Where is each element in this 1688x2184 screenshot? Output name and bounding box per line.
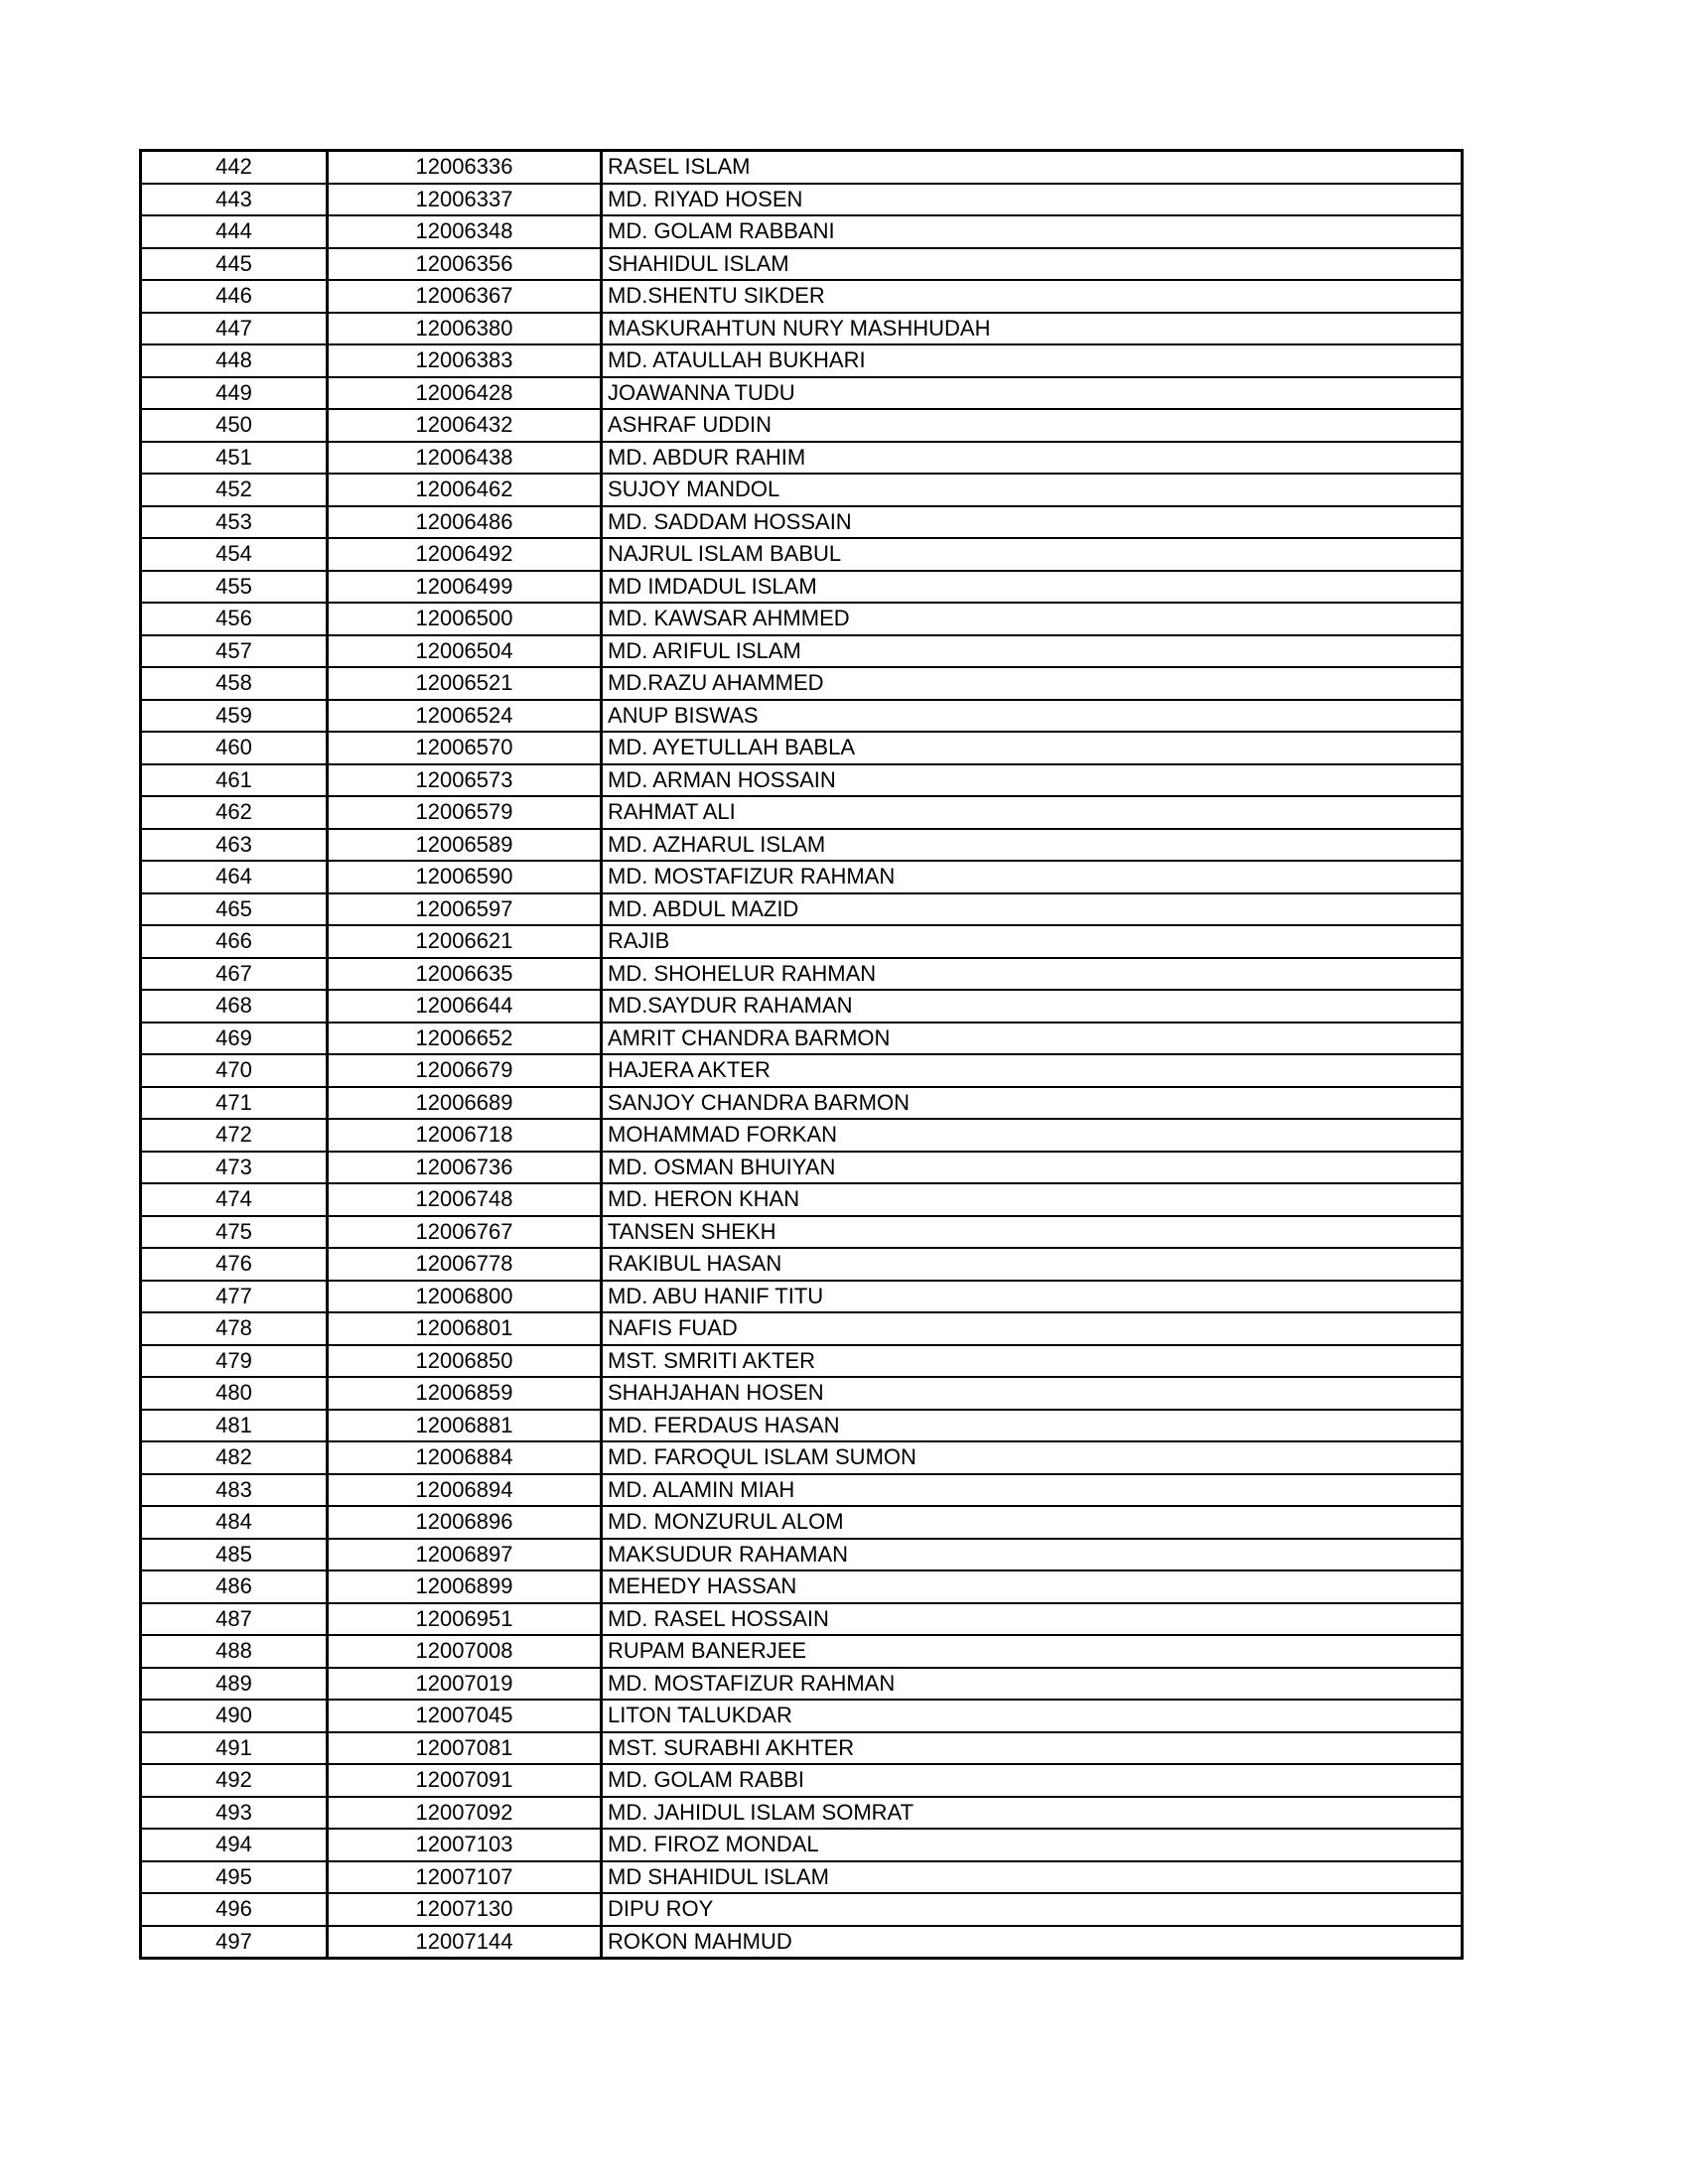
id-cell: 12006894 (328, 1474, 602, 1507)
table-row (141, 796, 1463, 829)
name-cell: MASKURAHTUN NURY MASHHUDAH (602, 313, 1463, 345)
serial-cell: 442 (141, 151, 328, 184)
id-cell: 12007008 (328, 1635, 602, 1668)
table-row (141, 700, 1463, 733)
table-row (141, 1668, 1463, 1701)
serial-cell: 468 (141, 990, 328, 1023)
id-cell: 12006881 (328, 1410, 602, 1442)
serial-cell: 450 (141, 409, 328, 442)
table-row (141, 1603, 1463, 1636)
serial-cell: 460 (141, 732, 328, 764)
id-cell: 12006524 (328, 700, 602, 733)
serial-cell: 492 (141, 1764, 328, 1797)
id-cell: 12006896 (328, 1506, 602, 1539)
serial-cell: 448 (141, 344, 328, 377)
table-row (141, 1410, 1463, 1442)
table-row (141, 603, 1463, 635)
id-cell: 12006383 (328, 344, 602, 377)
table-row (141, 1732, 1463, 1765)
serial-cell: 491 (141, 1732, 328, 1765)
serial-cell: 497 (141, 1926, 328, 1959)
serial-cell: 466 (141, 925, 328, 958)
table-row (141, 377, 1463, 410)
table-row (141, 1926, 1463, 1959)
serial-cell: 445 (141, 248, 328, 281)
id-cell: 12007045 (328, 1700, 602, 1732)
roster-body (141, 151, 1463, 1959)
name-cell: MD. ALAMIN MIAH (602, 1474, 1463, 1507)
serial-cell: 475 (141, 1216, 328, 1249)
name-cell: MD. RIYAD HOSEN (602, 184, 1463, 216)
table-row (141, 764, 1463, 797)
serial-cell: 457 (141, 635, 328, 668)
id-cell: 12006486 (328, 506, 602, 539)
id-cell: 12006367 (328, 280, 602, 313)
id-cell: 12006579 (328, 796, 602, 829)
id-cell: 12006356 (328, 248, 602, 281)
serial-cell: 453 (141, 506, 328, 539)
name-cell: MD. RASEL HOSSAIN (602, 1603, 1463, 1636)
id-cell: 12006597 (328, 893, 602, 926)
serial-cell: 479 (141, 1345, 328, 1378)
serial-cell: 480 (141, 1377, 328, 1410)
id-cell: 12006801 (328, 1312, 602, 1345)
id-cell: 12006570 (328, 732, 602, 764)
serial-cell: 461 (141, 764, 328, 797)
id-cell: 12006621 (328, 925, 602, 958)
serial-cell: 490 (141, 1700, 328, 1732)
id-cell: 12007130 (328, 1893, 602, 1926)
id-cell: 12006884 (328, 1441, 602, 1474)
name-cell: MD. FAROQUL ISLAM SUMON (602, 1441, 1463, 1474)
serial-cell: 496 (141, 1893, 328, 1926)
name-cell: MD. KAWSAR AHMMED (602, 603, 1463, 635)
serial-cell: 474 (141, 1183, 328, 1216)
serial-cell: 464 (141, 861, 328, 893)
serial-cell: 495 (141, 1861, 328, 1894)
name-cell: RASEL ISLAM (602, 151, 1463, 184)
id-cell: 12006462 (328, 474, 602, 506)
name-cell: MD. SADDAM HOSSAIN (602, 506, 1463, 539)
table-row (141, 1539, 1463, 1571)
table-row (141, 1023, 1463, 1055)
id-cell: 12006428 (328, 377, 602, 410)
id-cell: 12006573 (328, 764, 602, 797)
name-cell: MD. AYETULLAH BABLA (602, 732, 1463, 764)
table-row (141, 958, 1463, 991)
serial-cell: 451 (141, 442, 328, 475)
id-cell: 12007092 (328, 1797, 602, 1830)
serial-cell: 493 (141, 1797, 328, 1830)
serial-cell: 459 (141, 700, 328, 733)
table-row (141, 1700, 1463, 1732)
table-row (141, 1829, 1463, 1861)
serial-cell: 473 (141, 1152, 328, 1184)
id-cell: 12006492 (328, 538, 602, 571)
name-cell: MD. MOSTAFIZUR RAHMAN (602, 1668, 1463, 1701)
serial-cell: 449 (141, 377, 328, 410)
serial-cell: 469 (141, 1023, 328, 1055)
id-cell: 12006899 (328, 1570, 602, 1603)
name-cell: MD. MONZURUL ALOM (602, 1506, 1463, 1539)
id-cell: 12007091 (328, 1764, 602, 1797)
table-row (141, 474, 1463, 506)
name-cell: ASHRAF UDDIN (602, 409, 1463, 442)
table-row (141, 1797, 1463, 1830)
name-cell: MD SHAHIDUL ISLAM (602, 1861, 1463, 1894)
name-cell: MOHAMMAD FORKAN (602, 1119, 1463, 1152)
id-cell: 12006348 (328, 215, 602, 248)
table-row (141, 1119, 1463, 1152)
serial-cell: 462 (141, 796, 328, 829)
serial-cell: 455 (141, 571, 328, 604)
serial-cell: 488 (141, 1635, 328, 1668)
serial-cell: 452 (141, 474, 328, 506)
table-row (141, 442, 1463, 475)
id-cell: 12007103 (328, 1829, 602, 1861)
table-row (141, 506, 1463, 539)
table-row (141, 1216, 1463, 1249)
id-cell: 12006850 (328, 1345, 602, 1378)
serial-cell: 482 (141, 1441, 328, 1474)
name-cell: MD. GOLAM RABBANI (602, 215, 1463, 248)
name-cell: MST. SURABHI AKHTER (602, 1732, 1463, 1765)
id-cell: 12006679 (328, 1054, 602, 1087)
id-cell: 12007107 (328, 1861, 602, 1894)
name-cell: MEHEDY HASSAN (602, 1570, 1463, 1603)
name-cell: AMRIT CHANDRA BARMON (602, 1023, 1463, 1055)
name-cell: MD. ABDUR RAHIM (602, 442, 1463, 475)
id-cell: 12006736 (328, 1152, 602, 1184)
serial-cell: 489 (141, 1668, 328, 1701)
name-cell: RAHMAT ALI (602, 796, 1463, 829)
id-cell: 12006336 (328, 151, 602, 184)
table-row (141, 151, 1463, 184)
id-cell: 12006521 (328, 667, 602, 700)
table-row (141, 925, 1463, 958)
name-cell: MD.SAYDUR RAHAMAN (602, 990, 1463, 1023)
name-cell: TANSEN SHEKH (602, 1216, 1463, 1249)
table-row (141, 1152, 1463, 1184)
serial-cell: 456 (141, 603, 328, 635)
serial-cell: 465 (141, 893, 328, 926)
serial-cell: 446 (141, 280, 328, 313)
name-cell: MST. SMRITI AKTER (602, 1345, 1463, 1378)
id-cell: 12006800 (328, 1281, 602, 1313)
table-row (141, 1506, 1463, 1539)
table-row (141, 571, 1463, 604)
name-cell: MD IMDADUL ISLAM (602, 571, 1463, 604)
name-cell: MD. GOLAM RABBI (602, 1764, 1463, 1797)
table-row (141, 538, 1463, 571)
table-row (141, 313, 1463, 345)
name-cell: MD.RAZU AHAMMED (602, 667, 1463, 700)
name-cell: MD. OSMAN BHUIYAN (602, 1152, 1463, 1184)
id-cell: 12006652 (328, 1023, 602, 1055)
table-row (141, 1248, 1463, 1281)
table-row (141, 1183, 1463, 1216)
table-row (141, 1312, 1463, 1345)
name-cell: MD. ABU HANIF TITU (602, 1281, 1463, 1313)
serial-cell: 471 (141, 1087, 328, 1120)
id-cell: 12006635 (328, 958, 602, 991)
serial-cell: 447 (141, 313, 328, 345)
name-cell: MD. AZHARUL ISLAM (602, 829, 1463, 862)
serial-cell: 477 (141, 1281, 328, 1313)
table-row (141, 667, 1463, 700)
table-row (141, 1377, 1463, 1410)
name-cell: ANUP BISWAS (602, 700, 1463, 733)
name-cell: HAJERA AKTER (602, 1054, 1463, 1087)
serial-cell: 472 (141, 1119, 328, 1152)
table-row (141, 280, 1463, 313)
table-row (141, 1764, 1463, 1797)
serial-cell: 454 (141, 538, 328, 571)
serial-cell: 481 (141, 1410, 328, 1442)
name-cell: LITON TALUKDAR (602, 1700, 1463, 1732)
table-row (141, 409, 1463, 442)
name-cell: SUJOY MANDOL (602, 474, 1463, 506)
id-cell: 12006500 (328, 603, 602, 635)
table-row (141, 1087, 1463, 1120)
id-cell: 12006644 (328, 990, 602, 1023)
id-cell: 12007019 (328, 1668, 602, 1701)
id-cell: 12007144 (328, 1926, 602, 1959)
table-row (141, 1054, 1463, 1087)
name-cell: SANJOY CHANDRA BARMON (602, 1087, 1463, 1120)
serial-cell: 484 (141, 1506, 328, 1539)
id-cell: 12006897 (328, 1539, 602, 1571)
name-cell: SHAHIDUL ISLAM (602, 248, 1463, 281)
name-cell: MD. HERON KHAN (602, 1183, 1463, 1216)
name-cell: MD. MOSTAFIZUR RAHMAN (602, 861, 1463, 893)
id-cell: 12006499 (328, 571, 602, 604)
serial-cell: 467 (141, 958, 328, 991)
id-cell: 12006859 (328, 1377, 602, 1410)
id-cell: 12006432 (328, 409, 602, 442)
id-cell: 12006748 (328, 1183, 602, 1216)
table-row (141, 248, 1463, 281)
name-cell: MAKSUDUR RAHAMAN (602, 1539, 1463, 1571)
name-cell: RAKIBUL HASAN (602, 1248, 1463, 1281)
table-row (141, 1893, 1463, 1926)
roster-table (139, 149, 1464, 1960)
name-cell: NAJRUL ISLAM BABUL (602, 538, 1463, 571)
id-cell: 12006380 (328, 313, 602, 345)
table-row (141, 990, 1463, 1023)
name-cell: SHAHJAHAN HOSEN (602, 1377, 1463, 1410)
name-cell: JOAWANNA TUDU (602, 377, 1463, 410)
id-cell: 12006689 (328, 1087, 602, 1120)
serial-cell: 486 (141, 1570, 328, 1603)
name-cell: MD. FERDAUS HASAN (602, 1410, 1463, 1442)
table-row (141, 893, 1463, 926)
table-row (141, 1281, 1463, 1313)
name-cell: MD. ARMAN HOSSAIN (602, 764, 1463, 797)
serial-cell: 494 (141, 1829, 328, 1861)
name-cell: MD. JAHIDUL ISLAM SOMRAT (602, 1797, 1463, 1830)
id-cell: 12006778 (328, 1248, 602, 1281)
table-row (141, 215, 1463, 248)
table-row (141, 344, 1463, 377)
name-cell: RAJIB (602, 925, 1463, 958)
table-row (141, 1861, 1463, 1894)
id-cell: 12006504 (328, 635, 602, 668)
table-row (141, 1570, 1463, 1603)
table-row (141, 829, 1463, 862)
name-cell: MD. ATAULLAH BUKHARI (602, 344, 1463, 377)
name-cell: MD. ABDUL MAZID (602, 893, 1463, 926)
name-cell: ROKON MAHMUD (602, 1926, 1463, 1959)
table-row (141, 732, 1463, 764)
id-cell: 12006718 (328, 1119, 602, 1152)
table-row (141, 1441, 1463, 1474)
table-row (141, 861, 1463, 893)
serial-cell: 463 (141, 829, 328, 862)
id-cell: 12006589 (328, 829, 602, 862)
name-cell: DIPU ROY (602, 1893, 1463, 1926)
table-row (141, 1345, 1463, 1378)
serial-cell: 458 (141, 667, 328, 700)
id-cell: 12007081 (328, 1732, 602, 1765)
table-row (141, 1474, 1463, 1507)
id-cell: 12006438 (328, 442, 602, 475)
id-cell: 12006337 (328, 184, 602, 216)
name-cell: MD.SHENTU SIKDER (602, 280, 1463, 313)
serial-cell: 443 (141, 184, 328, 216)
id-cell: 12006767 (328, 1216, 602, 1249)
serial-cell: 470 (141, 1054, 328, 1087)
serial-cell: 483 (141, 1474, 328, 1507)
id-cell: 12006590 (328, 861, 602, 893)
serial-cell: 444 (141, 215, 328, 248)
name-cell: NAFIS FUAD (602, 1312, 1463, 1345)
name-cell: MD. SHOHELUR RAHMAN (602, 958, 1463, 991)
serial-cell: 485 (141, 1539, 328, 1571)
name-cell: MD. ARIFUL ISLAM (602, 635, 1463, 668)
name-cell: RUPAM BANERJEE (602, 1635, 1463, 1668)
id-cell: 12006951 (328, 1603, 602, 1636)
serial-cell: 487 (141, 1603, 328, 1636)
table-row (141, 635, 1463, 668)
table-row (141, 1635, 1463, 1668)
name-cell: MD. FIROZ MONDAL (602, 1829, 1463, 1861)
table-row (141, 184, 1463, 216)
serial-cell: 478 (141, 1312, 328, 1345)
serial-cell: 476 (141, 1248, 328, 1281)
